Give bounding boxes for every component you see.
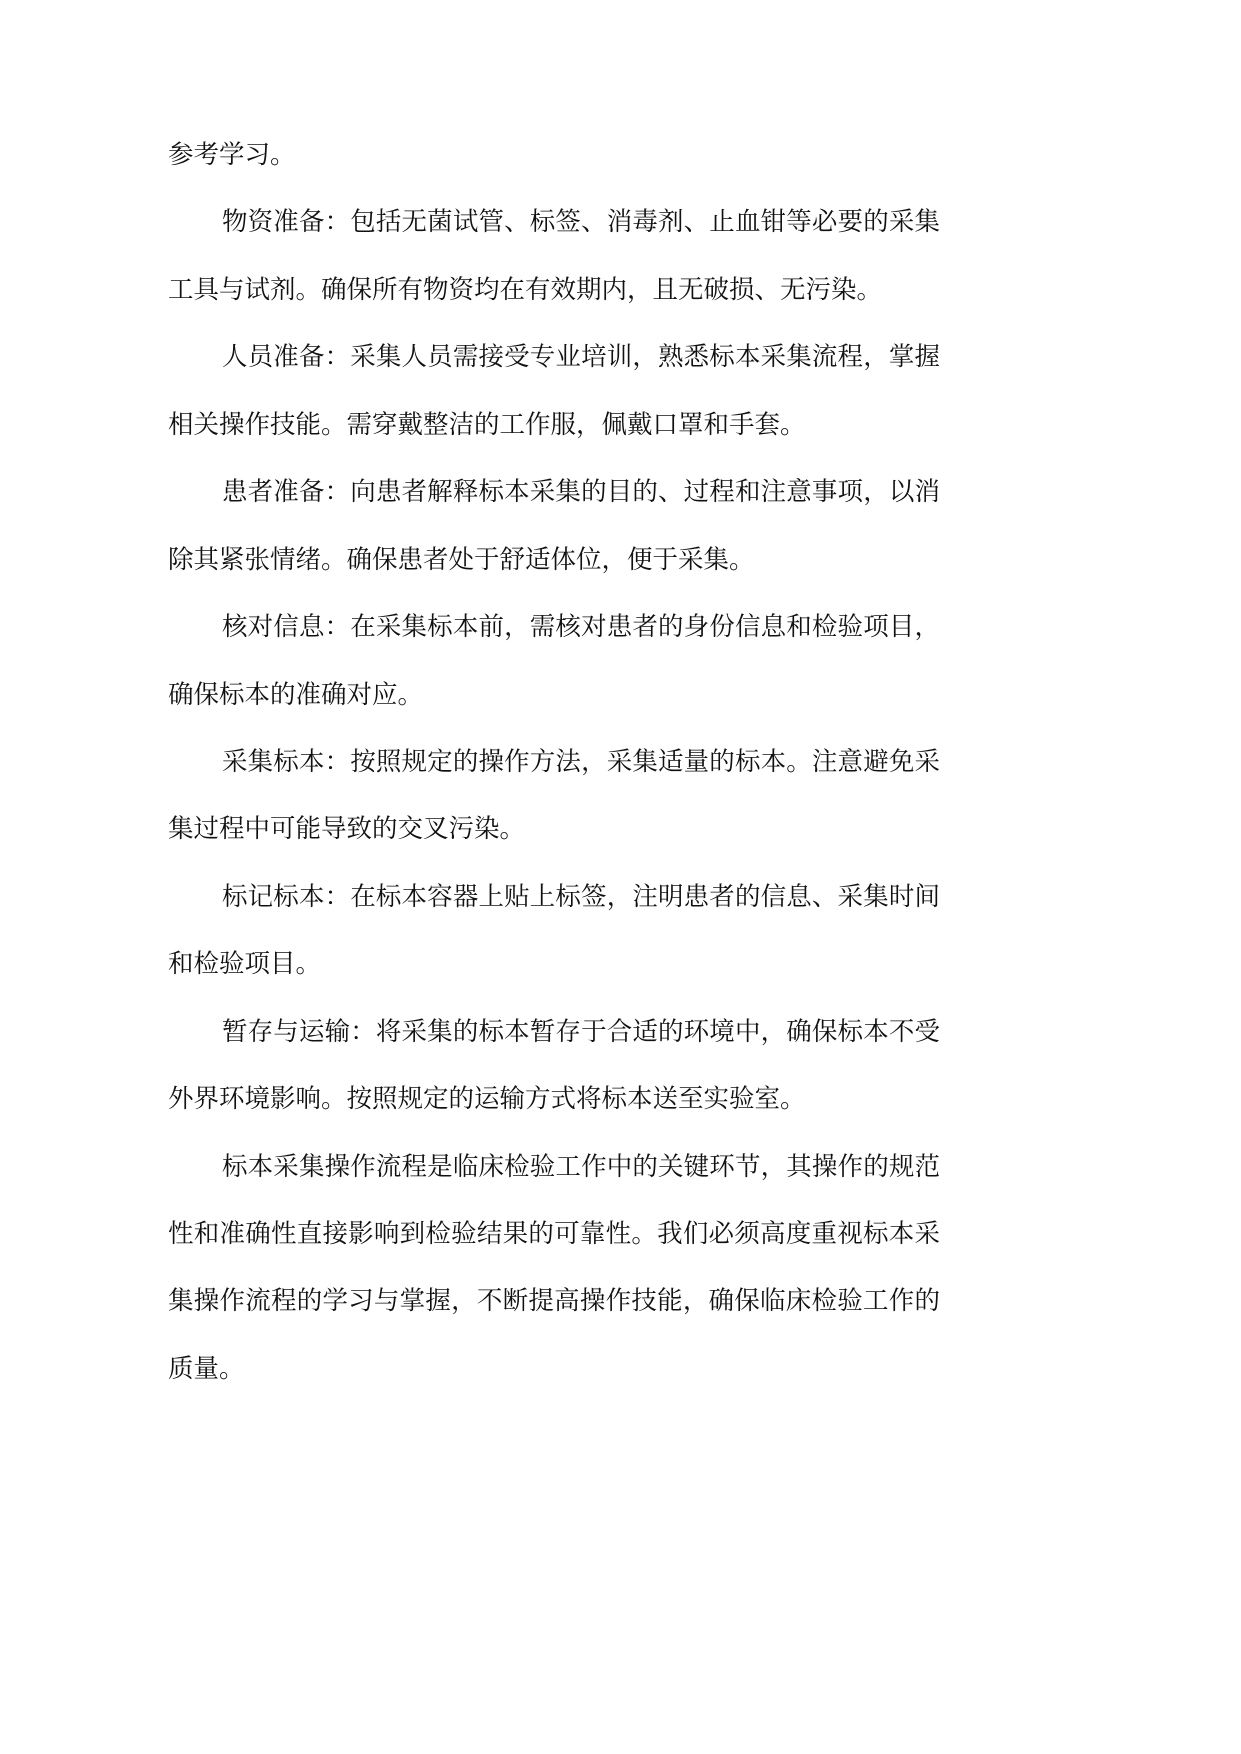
- paragraph-storage-transport: [168, 998, 940, 1133]
- paragraph-verify-information: [168, 593, 940, 728]
- text-line: 相关操作技能。需穿戴整洁的工作服，佩戴口罩和手套。: [168, 409, 806, 439]
- text-line: 确保标本的准确对应。: [168, 679, 424, 709]
- text-line: 集操作流程的学习与掌握，不断提高操作技能，确保临床检验工作的: [168, 1286, 940, 1316]
- text-line: 参考学习。: [168, 140, 296, 169]
- text-line: 物资准备：包括无菌试管、标签、消毒剂、止血钳等必要的采集: [222, 207, 940, 237]
- paragraph-staff-preparation: [168, 323, 940, 458]
- text-line: 核对信息：在采集标本前，需核对患者的身份信息和检验项目，: [222, 612, 940, 642]
- text-line: 性和准确性直接影响到检验结果的可靠性。我们必须高度重视标本采: [168, 1219, 940, 1248]
- text-line: 暂存与运输：将采集的标本暂存于合适的环境中，确保标本不受: [222, 1016, 940, 1046]
- text-line: 集过程中可能导致的交叉污染。: [168, 814, 526, 844]
- text-line: 和检验项目。: [168, 949, 322, 979]
- text-line: 患者准备：向患者解释标本采集的目的、过程和注意事项，以消: [222, 477, 940, 507]
- paragraph-label-specimen: [168, 863, 940, 998]
- paragraph-collect-specimen: [168, 728, 940, 863]
- body-text: [168, 121, 940, 1402]
- text-line: 标记标本：在标本容器上贴上标签，注明患者的信息、采集时间: [222, 881, 940, 911]
- paragraph-conclusion: [168, 1133, 940, 1403]
- paragraph-patient-preparation: [168, 458, 940, 593]
- text-line: 工具与试剂。确保所有物资均在有效期内，且无破损、无污染。: [168, 274, 883, 304]
- text-line: 采集标本：按照规定的操作方法，采集适量的标本。注意避免采: [222, 746, 940, 776]
- paragraph-continuation: [168, 121, 940, 188]
- text-line: 人员准备：采集人员需接受专业培训，熟悉标本采集流程，掌握: [222, 342, 940, 372]
- text-line: 除其紧张情绪。确保患者处于舒适体位，便于采集。: [168, 544, 755, 574]
- text-line: 外界环境影响。按照规定的运输方式将标本送至实验室。: [168, 1084, 806, 1114]
- text-line: 质量。: [168, 1353, 245, 1383]
- text-line: 标本采集操作流程是临床检验工作中的关键环节，其操作的规范: [222, 1151, 940, 1181]
- paragraph-supplies-preparation: [168, 188, 940, 323]
